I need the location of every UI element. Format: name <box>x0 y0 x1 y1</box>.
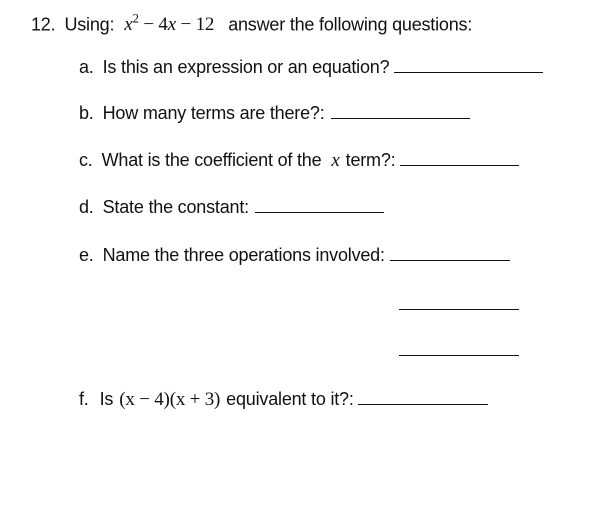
answer-blank-b[interactable] <box>331 100 470 119</box>
item-e <box>79 242 510 266</box>
answer-blank-f[interactable] <box>358 386 488 405</box>
item-f-text: Is <box>99 389 114 409</box>
item-f-letter: f. <box>79 389 89 409</box>
question-tail: answer the following questions: <box>228 14 473 35</box>
item-d <box>79 194 384 218</box>
item-b <box>79 100 470 124</box>
item-d-letter: d. <box>79 197 94 217</box>
answer-blank-d[interactable] <box>255 194 384 213</box>
item-a <box>79 54 543 78</box>
item-a-letter: a. <box>79 57 94 77</box>
question-number: 12. <box>31 14 56 35</box>
item-e-letter: e. <box>79 245 94 265</box>
answer-blank-e1[interactable] <box>390 242 510 261</box>
item-c-variable: x <box>331 150 340 171</box>
item-c <box>79 147 519 172</box>
answer-blank-e2[interactable] <box>399 309 519 310</box>
item-b-text: How many terms are there?: <box>102 103 325 123</box>
question-header <box>31 8 472 36</box>
question-expression: $x^2 - 4x - 12$ <box>124 11 215 36</box>
item-e-text: Name the three operations involved: <box>102 245 385 265</box>
question-lead: Using: <box>64 14 115 35</box>
answer-blank-e3[interactable] <box>399 355 519 356</box>
answer-blank-a[interactable] <box>394 54 543 73</box>
item-d-text: State the constant: <box>102 197 249 217</box>
item-f-text-after: equivalent to it?: <box>226 389 354 409</box>
item-c-letter: c. <box>79 150 93 170</box>
item-a-text: Is this an expression or an equation? <box>102 57 390 77</box>
answer-blank-c[interactable] <box>400 147 519 166</box>
item-c-text-after: term?: <box>345 150 396 170</box>
item-f-math: (x − 4)(x + 3) <box>119 389 221 410</box>
item-b-letter: b. <box>79 103 94 123</box>
item-c-text: What is the coefficient of the <box>101 150 322 170</box>
item-f <box>79 386 488 411</box>
